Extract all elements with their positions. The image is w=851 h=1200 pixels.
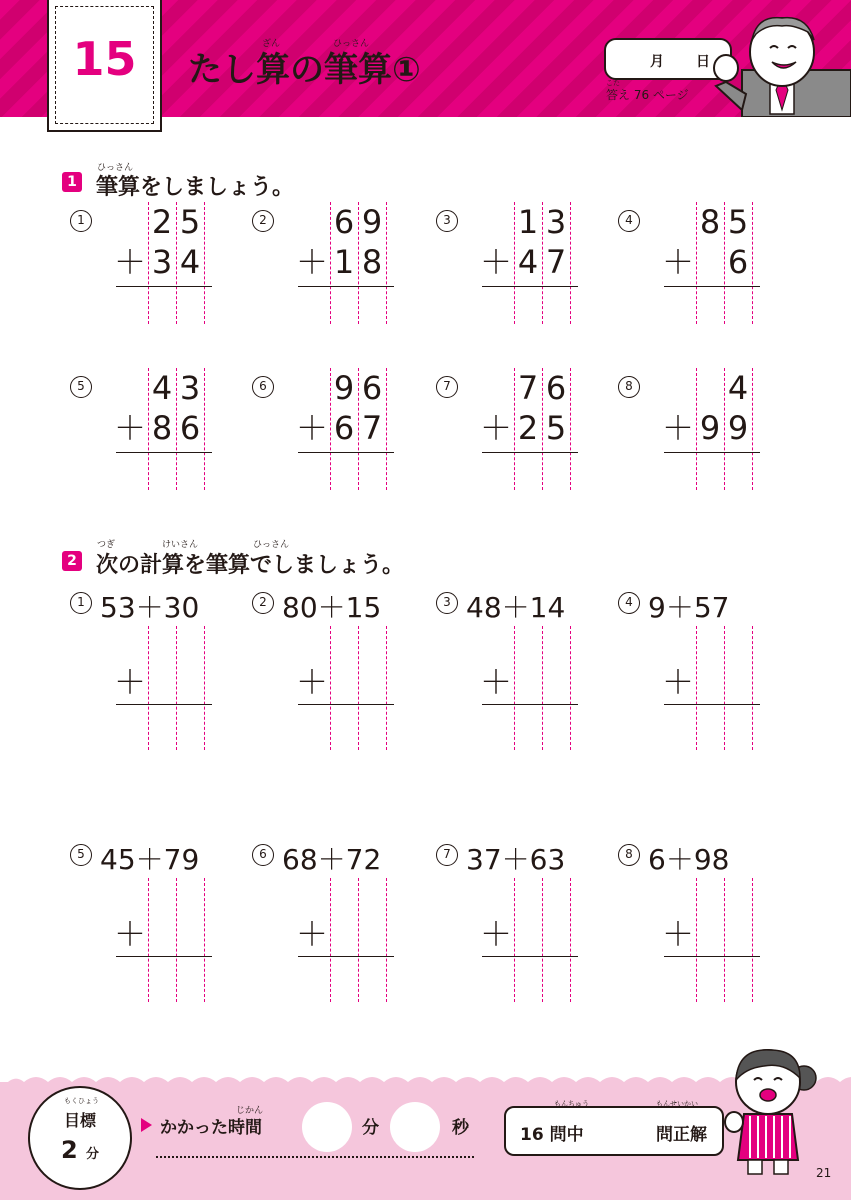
goal-time bbox=[30, 1136, 130, 1164]
problem-number: 1 bbox=[70, 592, 92, 614]
problem-number: 6 bbox=[252, 844, 274, 866]
correct-ruby: もんせいかい bbox=[656, 1100, 698, 1108]
problem-expression: 6＋98 bbox=[648, 843, 730, 876]
minutes-label: 分 bbox=[362, 1118, 379, 1138]
bottom-ones-digit: 7 bbox=[361, 409, 383, 447]
problem-expression: 45＋79 bbox=[100, 843, 200, 876]
top-tens-digit: 4 bbox=[151, 369, 173, 407]
answer-area[interactable] bbox=[120, 290, 210, 324]
problem-expression: 53＋30 bbox=[100, 591, 200, 624]
bottom-tens-digit: 6 bbox=[333, 409, 355, 447]
plus-sign: ＋ bbox=[114, 915, 147, 953]
problem-number: 5 bbox=[70, 376, 92, 398]
answer-area[interactable] bbox=[302, 708, 392, 748]
bottom-tens-digit: 4 bbox=[517, 243, 539, 281]
section-2-ruby-hissan: ひっさん bbox=[253, 540, 290, 550]
top-tens-digit: 9 bbox=[333, 369, 355, 407]
problem-number: 3 bbox=[436, 592, 458, 614]
problem-number: 1 bbox=[70, 210, 92, 232]
top-tens-digit: 7 bbox=[517, 369, 539, 407]
sum-line bbox=[664, 704, 760, 705]
plus-sign: ＋ bbox=[480, 409, 513, 447]
problem-number: 2 bbox=[252, 592, 274, 614]
problem-number: 2 bbox=[252, 210, 274, 232]
work-area[interactable] bbox=[328, 626, 392, 702]
girl-illustration bbox=[724, 1040, 824, 1180]
work-area[interactable] bbox=[146, 878, 210, 954]
bottom-tens-digit: 1 bbox=[333, 243, 355, 281]
score-box[interactable] bbox=[504, 1100, 724, 1156]
answer-area[interactable] bbox=[668, 708, 758, 748]
section-2-instruction: 次の計算を筆算でしましょう。 bbox=[96, 553, 405, 578]
problem-number: 5 bbox=[70, 844, 92, 866]
sum-line bbox=[116, 286, 212, 287]
plus-sign: ＋ bbox=[296, 409, 329, 447]
problem-number: 7 bbox=[436, 844, 458, 866]
bottom-tens-digit: 3 bbox=[151, 243, 173, 281]
bottom-ones-digit: 6 bbox=[179, 409, 201, 447]
plus-sign: ＋ bbox=[114, 243, 147, 281]
top-ones-digit: 6 bbox=[545, 369, 567, 407]
plus-sign: ＋ bbox=[296, 915, 329, 953]
section-2-ruby-keisan: けいさん bbox=[162, 540, 199, 550]
dotted-line bbox=[156, 1156, 474, 1158]
answer-area[interactable] bbox=[120, 708, 210, 748]
section-1-badge: 1 bbox=[62, 172, 82, 192]
plus-sign: ＋ bbox=[296, 663, 329, 701]
answer-area[interactable] bbox=[486, 960, 576, 1000]
answer-area[interactable] bbox=[120, 960, 210, 1000]
sum-line bbox=[116, 452, 212, 453]
top-tens-digit: 8 bbox=[699, 203, 721, 241]
bottom-tens-digit: 9 bbox=[699, 409, 721, 447]
bottom-tens-digit: 8 bbox=[151, 409, 173, 447]
problem-expression: 80＋15 bbox=[282, 591, 382, 624]
sum-line bbox=[664, 956, 760, 957]
sum-line bbox=[664, 452, 760, 453]
sum-line bbox=[298, 956, 394, 957]
bottom-ones-digit: 8 bbox=[361, 243, 383, 281]
teacher-illustration bbox=[712, 10, 851, 117]
total-ruby: もんちゅう bbox=[554, 1100, 589, 1108]
work-area[interactable] bbox=[512, 878, 576, 954]
answer-ruby: こた bbox=[606, 79, 620, 87]
plus-sign: ＋ bbox=[480, 243, 513, 281]
page-number: 21 bbox=[816, 1166, 832, 1180]
sum-line bbox=[116, 956, 212, 957]
top-tens-digit: 2 bbox=[151, 203, 173, 241]
problem-expression: 37＋63 bbox=[466, 843, 566, 876]
sum-line bbox=[664, 286, 760, 287]
bottom-tens-digit: 2 bbox=[517, 409, 539, 447]
plus-sign: ＋ bbox=[114, 409, 147, 447]
answer-area[interactable] bbox=[302, 960, 392, 1000]
goal-unit: 分 bbox=[86, 1147, 100, 1162]
minutes-input[interactable] bbox=[302, 1102, 352, 1152]
time-ruby: じかん bbox=[236, 1106, 264, 1116]
answer-area[interactable] bbox=[302, 456, 392, 490]
total-questions-label: 16 問中 bbox=[520, 1125, 584, 1145]
plus-sign: ＋ bbox=[480, 663, 513, 701]
problem-number: 3 bbox=[436, 210, 458, 232]
month-label: 月 bbox=[650, 54, 664, 70]
sum-line bbox=[482, 286, 578, 287]
seconds-input[interactable] bbox=[390, 1102, 440, 1152]
answer-reference: 答え 76 ページ bbox=[606, 88, 689, 102]
top-ones-digit: 5 bbox=[179, 203, 201, 241]
sum-line bbox=[482, 956, 578, 957]
work-area[interactable] bbox=[328, 878, 392, 954]
goal-clock bbox=[28, 1086, 132, 1190]
top-tens-digit: 6 bbox=[333, 203, 355, 241]
work-area[interactable] bbox=[694, 626, 758, 702]
plus-sign: ＋ bbox=[662, 915, 695, 953]
answer-area[interactable] bbox=[120, 456, 210, 490]
section-2-ruby-tsugi: つぎ bbox=[97, 540, 116, 550]
elapsed-time-label: かかった時間 bbox=[160, 1118, 262, 1138]
title-ruby-zan: ざん bbox=[262, 39, 281, 49]
plus-sign: ＋ bbox=[662, 409, 695, 447]
plus-sign: ＋ bbox=[662, 663, 695, 701]
lesson-number: 15 bbox=[72, 32, 137, 86]
work-area[interactable] bbox=[694, 878, 758, 954]
problem-expression: 9＋57 bbox=[648, 591, 730, 624]
answer-area[interactable] bbox=[668, 960, 758, 1000]
arrow-icon bbox=[141, 1118, 152, 1132]
section-1-instruction: 筆算をしましょう。 bbox=[96, 175, 295, 200]
top-ones-digit: 5 bbox=[727, 203, 749, 241]
sum-line bbox=[482, 452, 578, 453]
bottom-ones-digit: 5 bbox=[545, 409, 567, 447]
section-1-ruby: ひっさん bbox=[97, 163, 134, 173]
section-2-badge: 2 bbox=[62, 551, 82, 571]
sum-line bbox=[298, 452, 394, 453]
title-ruby-hissan: ひっさん bbox=[333, 39, 370, 49]
correct-answers-label: 問正解 bbox=[656, 1125, 707, 1145]
sum-line bbox=[116, 704, 212, 705]
plus-sign: ＋ bbox=[114, 663, 147, 701]
answer-area[interactable] bbox=[668, 456, 758, 490]
problem-number: 6 bbox=[252, 376, 274, 398]
sum-line bbox=[298, 286, 394, 287]
answer-area[interactable] bbox=[486, 708, 576, 748]
top-tens-digit: 1 bbox=[517, 203, 539, 241]
bottom-ones-digit: 4 bbox=[179, 243, 201, 281]
plus-sign: ＋ bbox=[296, 243, 329, 281]
top-ones-digit: 3 bbox=[545, 203, 567, 241]
problem-expression: 68＋72 bbox=[282, 843, 382, 876]
problem-expression: 48＋14 bbox=[466, 591, 566, 624]
answer-area[interactable] bbox=[302, 290, 392, 324]
answer-area[interactable] bbox=[486, 290, 576, 324]
problem-number: 4 bbox=[618, 210, 640, 232]
plus-sign: ＋ bbox=[480, 915, 513, 953]
problem-number: 7 bbox=[436, 376, 458, 398]
top-ones-digit: 6 bbox=[361, 369, 383, 407]
top-ones-digit: 4 bbox=[727, 369, 749, 407]
lesson-number-tab bbox=[47, 0, 162, 132]
seconds-label: 秒 bbox=[452, 1118, 469, 1138]
work-area[interactable] bbox=[512, 626, 576, 702]
answer-area[interactable] bbox=[486, 456, 576, 490]
problem-number: 8 bbox=[618, 844, 640, 866]
sum-line bbox=[298, 704, 394, 705]
problem-number: 4 bbox=[618, 592, 640, 614]
top-ones-digit: 3 bbox=[179, 369, 201, 407]
work-area[interactable] bbox=[146, 626, 210, 702]
page-title: たし算の筆算① bbox=[188, 50, 421, 90]
answer-area[interactable] bbox=[668, 290, 758, 324]
day-label: 日 bbox=[696, 54, 710, 70]
problem-number: 8 bbox=[618, 376, 640, 398]
bottom-ones-digit: 7 bbox=[545, 243, 567, 281]
goal-ruby: もくひょう bbox=[64, 1097, 99, 1105]
plus-sign: ＋ bbox=[662, 243, 695, 281]
bottom-ones-digit: 9 bbox=[727, 409, 749, 447]
goal-value: 2 bbox=[60, 1136, 78, 1164]
goal-label: 目標 bbox=[63, 1111, 96, 1130]
top-ones-digit: 9 bbox=[361, 203, 383, 241]
bottom-ones-digit: 6 bbox=[727, 243, 749, 281]
sum-line bbox=[482, 704, 578, 705]
